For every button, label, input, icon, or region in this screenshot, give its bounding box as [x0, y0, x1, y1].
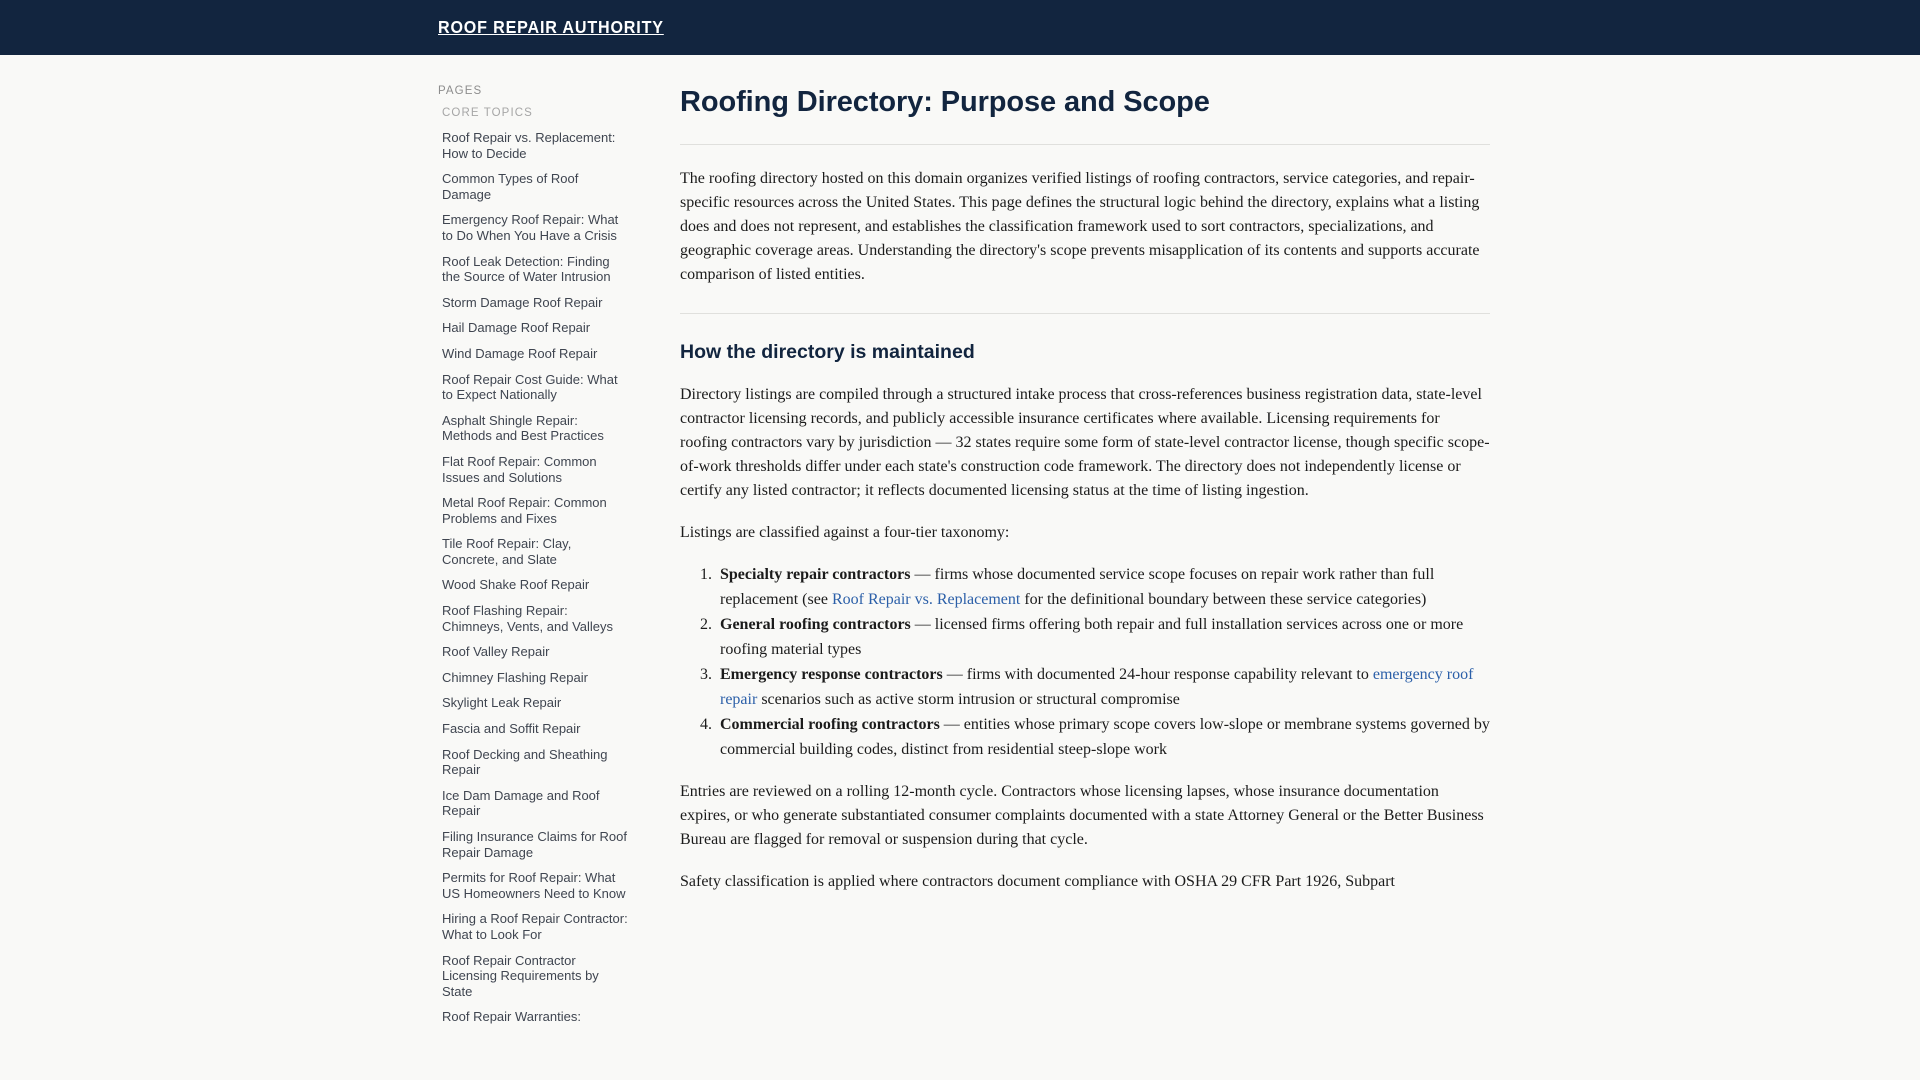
sidebar-link[interactable]: Asphalt Shingle Repair: Methods and Best Practices: [442, 412, 604, 444]
sidebar-link[interactable]: Roof Valley Repair: [442, 644, 550, 660]
sidebar-link[interactable]: Common Types of Roof Damage: [442, 171, 579, 202]
sidebar-list-item: [430, 783, 636, 824]
sidebar-list-item: [430, 315, 636, 341]
taxonomy-term: General roofing contractors: [720, 616, 911, 634]
sidebar-link[interactable]: Hail Damage Roof Repair: [442, 320, 591, 336]
sidebar-link[interactable]: Permits for Roof Repair: What US Homeowners Need to Know: [442, 870, 626, 901]
sidebar-list-item: [430, 865, 636, 906]
sidebar-navigation: [430, 85, 658, 1030]
sidebar-list-item: [430, 531, 636, 572]
sidebar-list-item: [430, 742, 636, 783]
sidebar-link[interactable]: Metal Roof Repair: Common Problems and Fixes: [442, 495, 607, 526]
sidebar-link[interactable]: Wood Shake Roof Repair: [442, 577, 590, 593]
taxonomy-inline-link[interactable]: emergency roof repair: [720, 666, 1474, 708]
sidebar-list-item: [430, 449, 636, 490]
sidebar-list-item: [430, 341, 636, 367]
sidebar-link[interactable]: Chimney Flashing Repair: [442, 669, 588, 685]
title-divider: [680, 144, 1490, 145]
taxonomy-intro-paragraph: Listings are classified against a four-tier taxonomy:: [680, 524, 1010, 542]
sidebar-heading-pages: PAGES: [438, 85, 483, 97]
sidebar-list-item: [430, 824, 636, 865]
sidebar-link[interactable]: Wind Damage Roof Repair: [442, 345, 598, 361]
sidebar-link[interactable]: Roof Repair Cost Guide: What to Expect Nationally: [442, 371, 618, 403]
sidebar-list-item: [430, 166, 636, 207]
sidebar-link[interactable]: Emergency Roof Repair: What to Do When You Have a Crisis: [442, 212, 619, 243]
sidebar-list-item: [430, 572, 636, 598]
sidebar-list-item: [430, 906, 636, 947]
sidebar-list-item: [430, 716, 636, 742]
sidebar-list-item: [430, 125, 636, 166]
taxonomy-text-after: for the definitional boundary between these service categories): [1020, 590, 1427, 608]
review-paragraph: Entries are reviewed on a rolling 12-month cycle. Contractors whose licensing lapses, whose insurance documentation expires, or who generate substantiated consumer complaints documented with a state Attorney General or the Better Business Bureau are flagged for removal or suspension during that cycle.: [680, 783, 1484, 849]
section-title-maintenance: How the directory is maintained: [680, 340, 975, 363]
sidebar-list-item: [430, 665, 636, 691]
taxonomy-list: [680, 563, 1490, 762]
sidebar-list: [430, 125, 636, 1030]
main-content: [658, 85, 1490, 894]
sidebar-list-item: [430, 207, 636, 248]
taxonomy-item: [716, 713, 1490, 762]
sidebar-list-item: [430, 408, 636, 449]
sidebar-link[interactable]: Flat Roof Repair: Common Issues and Solutions: [442, 453, 597, 485]
sidebar-link[interactable]: Ice Dam Damage and Roof Repair: [442, 787, 600, 819]
sidebar-list-item: [430, 290, 636, 316]
sidebar-list-item: [430, 598, 636, 639]
sidebar-list-item: [430, 367, 636, 408]
sidebar-link[interactable]: Roof Repair Contractor Licensing Requirements by State: [442, 952, 599, 999]
sidebar-link[interactable]: Skylight Leak Repair: [442, 695, 562, 711]
intro-paragraph: The roofing directory hosted on this domain organizes verified listings of roofing contractors, service categories, and repair-specific resources across the United States. This page defines the structural logic behind the directory, explains what a listing does and does not represent, and establishes the classification framework used to sort contractors, specializations, and geographic coverage areas. Understanding the directory's scope prevents misapplication of its contents and supports accurate comparison of listed entities.: [680, 169, 1480, 283]
header-inner: [430, 17, 1490, 38]
sidebar-list-item: [430, 639, 636, 665]
taxonomy-item: [716, 563, 1490, 612]
sidebar-link[interactable]: Roof Repair vs. Replacement: How to Decide: [442, 130, 616, 161]
site-brand-link[interactable]: ROOF REPAIR AUTHORITY: [438, 17, 664, 37]
sidebar-link[interactable]: Roof Decking and Sheathing Repair: [442, 746, 608, 778]
sidebar-link[interactable]: Filing Insurance Claims for Roof Repair Damage: [442, 829, 627, 860]
section-divider: [680, 313, 1490, 314]
taxonomy-text-after: scenarios such as active storm intrusion or structural compromise: [757, 690, 1180, 708]
sidebar-link[interactable]: Tile Roof Repair: Clay, Concrete, and Slate: [442, 536, 572, 567]
sidebar-link[interactable]: Roof Flashing Repair: Chimneys, Vents, and Valleys: [442, 603, 614, 634]
sidebar-group-title-core-topics: CORE TOPICS: [442, 107, 533, 119]
page-shell: [430, 55, 1490, 1030]
site-header: [0, 0, 1920, 55]
sidebar-list-item: [430, 490, 636, 531]
sidebar-link[interactable]: Hiring a Roof Repair Contractor: What to Look For: [442, 911, 628, 942]
taxonomy-term: Specialty repair contractors: [720, 566, 911, 584]
safety-paragraph: Safety classification is applied where contractors document compliance with OSHA 29 CFR Part 1926, Subpart: [680, 873, 1395, 891]
sidebar-link[interactable]: Storm Damage Roof Repair: [442, 294, 603, 310]
taxonomy-item: [716, 613, 1490, 662]
sidebar-link[interactable]: Roof Repair Warranties:: [442, 1009, 581, 1025]
taxonomy-inline-link[interactable]: Roof Repair vs. Replacement: [831, 590, 1021, 608]
maintenance-paragraph: Directory listings are compiled through a structured intake process that cross-references business registration data, state-level contractor licensing records, and publicly accessible insurance certificates where available. Licensing requirements for roofing contractors vary by jurisdiction — 32 states require some form of state-level contractor license, though specific scope-of-work thresholds differ under each state's construction code framework. The directory does not independently license or certify any listed contractor; it reflects documented licensing status at the time of listing ingestion.: [680, 386, 1490, 500]
taxonomy-text: — licensed firms offering both repair and full installation services across one or more roofing material types: [720, 616, 1464, 658]
taxonomy-text: — firms whose documented service scope focuses on repair work rather than full replacement (see: [720, 566, 1435, 608]
taxonomy-text: — firms with documented 24-hour response capability relevant to: [942, 666, 1373, 684]
taxonomy-text: — entities whose primary scope covers low-slope or membrane systems governed by commercial building codes, distinct from residential steep-slope work: [720, 716, 1490, 758]
sidebar-list-item: [430, 1004, 636, 1030]
sidebar-link[interactable]: Fascia and Soffit Repair: [442, 721, 581, 737]
sidebar-list-item: [430, 249, 636, 290]
sidebar-list-item: [430, 690, 636, 716]
sidebar-link[interactable]: Roof Leak Detection: Finding the Source of Water Intrusion: [442, 253, 611, 285]
page-title: Roofing Directory: Purpose and Scope: [680, 86, 1210, 118]
sidebar-list-item: [430, 948, 636, 1005]
taxonomy-term: Emergency response contractors: [720, 666, 943, 684]
taxonomy-term: Commercial roofing contractors: [720, 716, 940, 734]
taxonomy-item: [716, 663, 1490, 712]
